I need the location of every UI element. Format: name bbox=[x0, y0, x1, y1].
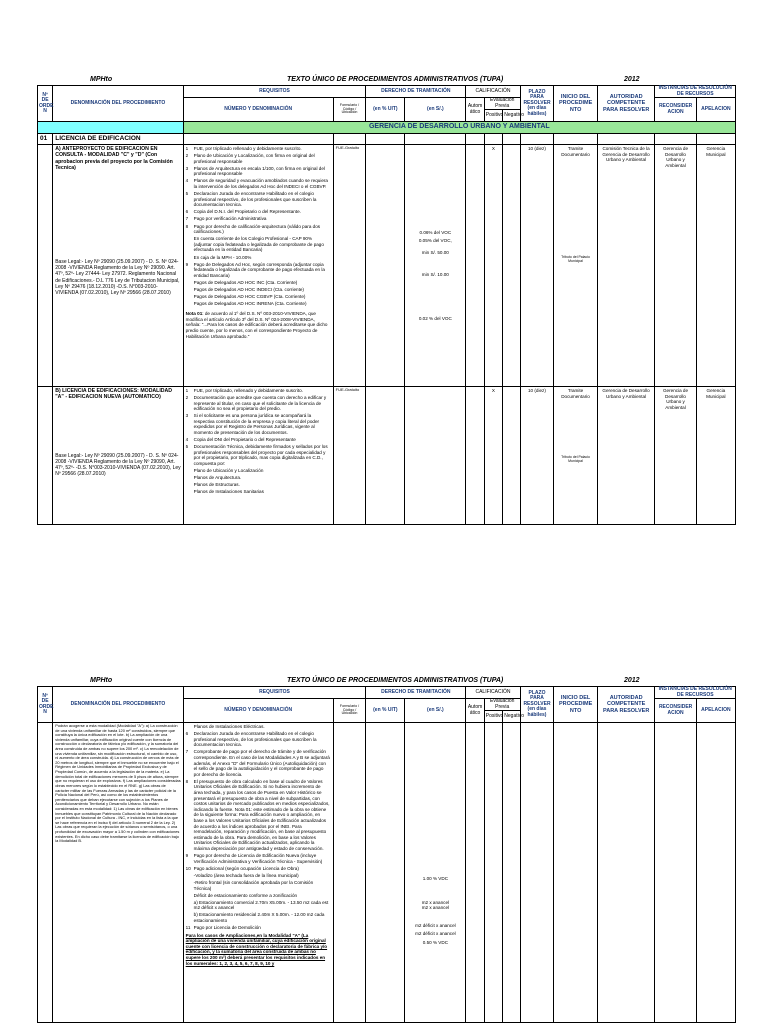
header-negativo: Negativo bbox=[503, 711, 520, 723]
requirement-number: 5 bbox=[185, 191, 189, 197]
requirement-text: -Voladizo (área techada fuera de la línea municipal) bbox=[193, 872, 299, 878]
requirement-item bbox=[186, 468, 331, 474]
header-plazo: PLAZO PARA RESOLVER (en días hábiles) bbox=[520, 687, 554, 723]
requirement-text: Si el solicitante es una persona jurídica se acompañará la respectiva constitución de la empresa y copia literal del poder expedidos por el Registro de Personas Jurídicas, vigente al momento de presentación de los documentos. bbox=[193, 413, 320, 436]
requirement-text: Pago por derecho de calificación-arquitectura (válido para dos calificaciones.) bbox=[193, 223, 321, 235]
requirement-text: Plano de Ubicación y Localización, con firma en original del profesional responsable bbox=[193, 153, 315, 164]
requirement-text: Pagos de Delegados AD HOC INDECI (Cta. corriente) bbox=[193, 286, 304, 292]
requirement-number bbox=[186, 489, 194, 495]
section-title: LICENCIA DE EDIFICACION bbox=[53, 134, 183, 145]
requirement-text: Declaracion Jurada de encontrarse Habilitado en el colegio profesional respectivo, de los profesionales que suscriben la documentacion tecnica. bbox=[193, 731, 317, 748]
requirement-text: Pago adicional (según ocupación Licencia de Obra) bbox=[193, 865, 299, 871]
requirement-item bbox=[186, 191, 331, 208]
requirement-number: 1 bbox=[185, 145, 189, 151]
requirement-number: 2 bbox=[185, 153, 189, 159]
requirement-item bbox=[186, 395, 331, 412]
modalidad-a-description: Podrán acogerse a esta modalidad (Modalidad "A"): a) La construcción de una vivienda unifamiliar de hasta 120 m² construidos, siempre que constituya la única edificación en el lote. b) La ampliación de una vivienda unifamiliar, cuya edificación original cuente con licencia de construcción o declaratoria de fábrica y/o edificación, y la sumatoria del área construida de ambas no supere los 200 m². c) La remodelación de una vivienda unifamiliar, sin modificación estructural, ni cambio de uso, ni aumento de área construida. d) La construcción de cercos de más de 20 metros de longitud, siempre que el inmueble no se encuentre bajo el Régimen de Unidades Inmobiliarias de Propiedad Exclusiva y de Propiedad Común, de acuerdo a la legislación de la materia. e) La demolición total de edificaciones menores de 5 pisos de altura, siempre que no requieran el uso de explosivos. f) Las ampliaciones consideradas obras menores según lo establecido en el RNE. g) Las obras de carácter militar de las Fuerzas Armadas y las de carácter policial de la Policía Nacional del Perú, así como de los establecimientos penitenciarios que deban ejecutarse con sujeción a los Planes de Acondicionamiento Territorial y Desarrollo Urbano. No están consideradas en esta modalidad: 1) Las obras de edificación en bienes inmuebles que constituyan Patrimonio Cultural de la Nación declarado por el Instituto Nacional de Cultura - INC, e incluidas en la lista a la que se hace referencia en el inciso f) del artículo 3 numeral 2 de la Ley. 2) Las obras que requieran la ejecución de sótanos o semisótanos, o una profundidad de excavación mayor a 1.50 m y colinden con edificaciones existentes. En dicho caso debe tramitarse la licencia de edificación bajo la Modalidad B. bbox=[53, 723, 183, 1023]
requirement-number bbox=[186, 482, 194, 488]
procedure-a-requirements bbox=[183, 144, 333, 386]
procedures-table-2 bbox=[37, 722, 736, 1023]
procedure-a-calif: X bbox=[484, 144, 502, 386]
page2-soles-1b: m2 x anancel bbox=[421, 905, 450, 911]
requirement-text: Pago de Delegados Ad Hoc, según corresponda (adjuntar copia fedateada o legalizada de comprobante de pago efectuada en la entidad Bancaria) bbox=[193, 261, 325, 278]
procedure-a-apelacion: Gerencia Municipal bbox=[696, 144, 735, 386]
procedure-b-form: FUE-Gratuito bbox=[333, 386, 366, 524]
requirement-item bbox=[186, 153, 331, 164]
requirement-number: 9 bbox=[185, 853, 189, 859]
requirement-number: 11 bbox=[185, 925, 191, 931]
requirement-number bbox=[186, 287, 194, 293]
note-text: : de acuerdo al 1º del D.S. Nº 003-2010-VIVIENDA, que modifica el artículo Artículo 3º del D.S. Nº 024-2008-VIVIENDA, señala: "...Para los casos de edificación deberá acreditarse que dicho predio cuente, por lo menos, con el correspondiente Proyecto de Habilitación Urbana aprobado." bbox=[185, 311, 328, 339]
procedure-b-base-legal: Base Legal:- Ley Nº 29090 (25.09.2007) - D. S. Nº 024-2008 -VIVIENDA Reglamento de la Ley Nº 29090, Art. 47º, 52º- -D.S. N°003-2010-VIVIENDA (07.02.2010), Ley Nº 29566 (28.07.2010) bbox=[55, 452, 181, 477]
procedure-row-a bbox=[38, 144, 736, 386]
header-evaluacion: Evaluación Previa bbox=[484, 98, 520, 110]
requirement-text: b) Estacionamiento residencial 2.40m X 5.00m. - 12.00 m2 cada estacionamiento bbox=[193, 912, 325, 923]
procedure-b-requirements-continued bbox=[183, 723, 333, 1023]
procedure-b-inicio-note: Tributo del Palacio Municipal bbox=[561, 455, 590, 464]
procedure-a-soles-2: min S/. 10.00 bbox=[421, 271, 449, 277]
requirement-text: Planos de Arquitectura. bbox=[193, 475, 242, 481]
gerencia-row: GERENCIA DE DESARROLLO URBANO Y AMBIENTAL bbox=[183, 122, 735, 134]
requirement-text: Planos de Arquitectura en escala 1/100, con firma en original del profesional responsable bbox=[193, 165, 325, 177]
requirement-item bbox=[186, 262, 331, 279]
requirement-number: 4 bbox=[185, 437, 189, 443]
requirement-number bbox=[186, 873, 194, 879]
header-formulario: Formulario / Código / Ubicación bbox=[333, 699, 366, 723]
requirement-number bbox=[186, 294, 194, 300]
requirement-item bbox=[186, 873, 331, 879]
procedure-a-uit-1: 0.06% del VOC bbox=[419, 229, 452, 235]
requirement-item bbox=[186, 280, 331, 286]
requirement-item bbox=[186, 209, 331, 215]
requirement-text: Pago por verificación Administrativa bbox=[193, 216, 267, 222]
header-calificacion: CALIFICACIÓN bbox=[466, 86, 520, 98]
header-automatico: Autom ático bbox=[466, 699, 484, 723]
header-instancias: INSTANCIAS DE RESOLUCIÓN DE RECURSOS bbox=[655, 86, 736, 98]
requirement-number: 6 bbox=[185, 731, 189, 737]
column-header-table bbox=[37, 686, 736, 723]
header-autoridad: AUTORIDAD COMPETENTE PARA RESOLVER bbox=[597, 86, 655, 122]
requirement-number: 5 bbox=[185, 444, 189, 450]
requirement-text: Documentación Técnica, debidamente firmados y sellados por los profesionales responsables del proyecto por cada especialidad y por el propietario, por triplicado, mas copia digitalizada en C.D., compuesta por: bbox=[193, 444, 328, 467]
requirement-item bbox=[186, 287, 331, 293]
requirement-number bbox=[186, 900, 194, 911]
requirement-number: 1 bbox=[185, 387, 189, 393]
header-calificacion: CALIFICACIÓN bbox=[466, 687, 520, 699]
header-apelacion: APELACION bbox=[696, 98, 735, 122]
procedure-b-autoridad: Gerencia de Desarrollo Urbano y Ambiental bbox=[597, 386, 655, 524]
procedure-row-b-continued bbox=[38, 723, 736, 1023]
requirement-text: Documentación que acredite que cuenta con derecho a edificar y represente al titular, en caso que el solicitante de la licencia de edificación no sea el propietario del predio. bbox=[193, 395, 327, 412]
requirement-text: El presupuesto de obra calculado en base al cuadro de Valores Unitarios Oficiales de Edificación. Si no hubiera incremento de área techada, y para los casos de Puesta en Valor Histórico se presentará el presupuesto de obra a nivel de subpartidas, con costos unitarios de mercado publicados en medios especializados, indicando la fuente. Nota 01: este estimado de la obra se obtiene de la siguiente forma: Para edificación nuevo o ampliación, en base a los Valores Unitarios Oficiales de Edificación actualizados de acuerdo a los índices aprobados por el INEI. Para remodelación, reparación y modificación, en base al presupuesto estimado de la obra. Para demolición, en base a los Valores Unitarios Oficiales de Edificación actualizados, aplicando la máxima depreciación por antigüedad y estado de conservación. bbox=[193, 778, 330, 851]
procedure-a-uit-2: 0.05% del VOC, bbox=[418, 237, 452, 243]
requirement-number: 7 bbox=[185, 749, 189, 755]
requirement-number bbox=[186, 880, 194, 891]
requirement-text: Planos de seguridad y evacuación amoblados cuando se requiera la intervención de los delegados Ad Hoc del INDECI o el CGBVP. bbox=[193, 178, 328, 189]
requirement-number bbox=[186, 724, 194, 730]
requirement-text: Plano de Ubicación y Localización bbox=[193, 468, 264, 474]
requirement-text: FUE, por triplicado, rellenado y debidamente suscrito. bbox=[193, 387, 303, 393]
requirement-text: Planos de Estructuras. bbox=[193, 482, 240, 488]
document-title: TEXTO ÚNICO DE PROCEDIMIENTOS ADMINISTRATIVOS (TUPA) bbox=[287, 76, 504, 83]
procedure-a-autoridad: Comisión Tecnica de la Gerencia de Desarrollo Urbano y Ambiental bbox=[597, 144, 655, 386]
header-reconsideracion: RECONSIDER ACION bbox=[655, 699, 696, 723]
section-number: 01 bbox=[38, 134, 53, 145]
requirement-text: En cuenta corriente de los Colegio Profesional - CAP 90% (adjuntar copia fedateada o legalizada de comprobante de pago efectuada en la entidad Bancaria) bbox=[193, 236, 324, 253]
header-pct-uit: (en % UIT) bbox=[366, 98, 405, 122]
page2-soles-1a: m2 x anancel bbox=[421, 899, 450, 905]
procedure-a-reconsideracion: Gerencia de Desarrollo Urbano y Ambiental bbox=[655, 144, 696, 386]
requirement-number: 7 bbox=[185, 216, 189, 222]
header-automatico: Autom ático bbox=[466, 98, 484, 122]
requirement-text: a) Estacionamiento comercial 2.70m X5.00m. - 13.50 m2 cada est m2 déficit x anancel bbox=[193, 899, 329, 911]
header-requisitos: REQUISITOS bbox=[183, 86, 366, 98]
requirement-number: 6 bbox=[185, 209, 189, 215]
org-name: MPHto bbox=[90, 677, 113, 684]
requirement-number bbox=[186, 255, 194, 261]
procedure-b-calif: X bbox=[484, 386, 502, 524]
requirement-item bbox=[186, 224, 331, 235]
header-requisitos: REQUISITOS bbox=[183, 687, 366, 699]
requirement-item bbox=[186, 166, 331, 177]
procedure-a-uit-3: 0.02 % del VOC bbox=[418, 316, 452, 322]
procedure-b-inicio: Tramite Documentario bbox=[561, 387, 590, 399]
requirement-text: Pagos de Delegados AD HOC INC (Cta. Corriente) bbox=[193, 279, 298, 285]
document-year: 2012 bbox=[624, 76, 640, 83]
requirement-text: Pago por derecho de Licencia de Edificación Nueva (incluye Verificación Administrativa y Verificación Técnica - Supervisión) bbox=[193, 853, 323, 864]
requirement-item bbox=[186, 301, 331, 307]
procedure-b-plazo: 10 (diez) bbox=[520, 386, 554, 524]
procedure-a-denomination bbox=[53, 144, 183, 386]
procedure-a-form: FUE-Gratuito bbox=[333, 144, 366, 386]
header-numero-denominacion: NÚMERO Y DENOMINACIÓN bbox=[183, 699, 333, 723]
requirement-text: Copia del D.N.I. del Propietario o del Representante. bbox=[193, 209, 301, 215]
requirement-text: Planos de Instalaciones Eléctricas. bbox=[193, 724, 265, 729]
requirement-item bbox=[186, 216, 331, 222]
requirement-item bbox=[186, 880, 331, 891]
requirement-number: 3 bbox=[185, 413, 189, 419]
requirement-text: Déficit de estacionamiento conforme a zonificación bbox=[193, 892, 298, 898]
requirement-number bbox=[186, 893, 194, 899]
requirement-item bbox=[186, 724, 331, 730]
requirement-item bbox=[186, 294, 331, 300]
header-reconsideracion: RECONSIDER ACION bbox=[655, 98, 696, 122]
procedure-a-soles-1: min S/. 50.00 bbox=[421, 250, 449, 256]
requirement-text: FUE, por triplicado rellenado y debidamente suscrito. bbox=[193, 145, 302, 151]
requirement-text: Comprobante de pago por el derecho de trámite y de verificación correspondiente. En el caso de las Modalidades A y B se adjuntará además, el Anexo "D" del Formulario Único (Autoliquidación) con el sello de pago de la autoliquidación y el comprobante de pago por derecho de licencia. bbox=[193, 749, 330, 777]
header-positivo: Positivo bbox=[484, 711, 502, 723]
procedure-a-title: A) ANTEPROYECTO DE EDIFICACION EN CONSULTA - MODALIDAD "C" y "D" (Con aprobacion previa del proyecto por la Comisión Tecnica) bbox=[55, 145, 173, 171]
requirement-text: Pago por Licencia de Demolición bbox=[193, 925, 261, 931]
requirement-text: En caja de la MPH - 10.00% bbox=[193, 254, 252, 260]
requirement-number bbox=[186, 468, 194, 474]
requirement-item bbox=[186, 146, 331, 152]
requirement-item bbox=[186, 444, 331, 466]
header-formulario: Formulario / Código / Ubicación bbox=[333, 98, 366, 122]
requirement-item bbox=[186, 482, 331, 488]
requirement-item bbox=[186, 893, 331, 899]
requirement-item bbox=[186, 413, 331, 435]
ampliaciones-paragraph: Para los casos de Ampliaciones,en la Modalidad "A" (La ampliación de una vivienda unifamiliar, cuya edificación original cuente con licencia de construcción o declaratoria de fábrica y/o edificación, y la sumatoria del área construida de ambas no supere los 200 m²) deberá presentar los requisitos indicados en los numerales: 1, 2, 3, 4, 5, 6, 7, 8, 9, 10 y bbox=[185, 932, 328, 966]
requirement-text: Declaracion Jurada de encontrarse Habilitado en el colegio profesional respectivo, de los profesionales que suscriben la documentacion tecnica. bbox=[193, 191, 317, 208]
header-order-number: Nº DE ORDE N bbox=[38, 86, 53, 122]
header-pct-uit: (en % UIT) bbox=[366, 699, 405, 723]
procedure-b-reconsideracion: Gerencia de Desarrollo Urbano y Ambiental bbox=[655, 386, 696, 524]
header-plazo: PLAZO PARA RESOLVER (en días hábiles) bbox=[520, 86, 554, 122]
procedure-b-title: B) LICENCIA DE EDIFICACIONES: MODALIDAD "A" - EDIFICACION NUEVA (AUTOMATICO) bbox=[55, 387, 173, 401]
requirement-number: 2 bbox=[185, 395, 189, 401]
header-autoridad: AUTORIDAD COMPETENTE PARA RESOLVER bbox=[597, 687, 655, 723]
requirement-item bbox=[186, 255, 331, 261]
requirement-item bbox=[186, 779, 331, 852]
header-numero-denominacion: NÚMERO Y DENOMINACIÓN bbox=[183, 98, 333, 122]
header-derecho: DERECHO DE TRAMITACIÓN bbox=[366, 687, 466, 699]
header-evaluacion: Evaluación Previa bbox=[484, 699, 520, 711]
requirement-item bbox=[186, 178, 331, 189]
requirement-number: 8 bbox=[185, 223, 189, 229]
requirement-number bbox=[186, 301, 194, 307]
page2-soles-2b: m2 déficit x anancel bbox=[415, 931, 456, 937]
requirement-item bbox=[186, 489, 331, 495]
header-instancias: INSTANCIAS DE RESOLUCIÓN DE RECURSOS bbox=[655, 687, 736, 699]
header-positivo: Positivo bbox=[484, 110, 502, 122]
document-year: 2012 bbox=[624, 677, 640, 684]
requirement-number bbox=[186, 236, 194, 253]
header-inicio: INICIO DEL PROCEDIME NTO bbox=[554, 687, 597, 723]
requirement-item bbox=[186, 731, 331, 748]
procedures-table-1 bbox=[37, 121, 736, 525]
requirement-item bbox=[186, 925, 331, 931]
requirement-item bbox=[186, 853, 331, 864]
requirement-text: Copia del DNI del Propietario o del Representante bbox=[193, 437, 296, 443]
header-negativo: Negativo bbox=[503, 110, 520, 122]
requirement-item bbox=[186, 475, 331, 481]
header-denomination: DENOMINACIÓN DEL PROCEDIMIENTO bbox=[53, 687, 183, 723]
requirement-number: 4 bbox=[185, 178, 189, 184]
document-title: TEXTO ÚNICO DE PROCEDIMIENTOS ADMINISTRATIVOS (TUPA) bbox=[287, 677, 504, 684]
requirement-item bbox=[186, 866, 331, 872]
note-label: Nota 01 bbox=[185, 311, 203, 317]
header-inicio: INICIO DEL PROCEDIME NTO bbox=[554, 86, 597, 122]
requirement-text: Pagos de Delegados AD HOC INRENA (Cta. Corriente) bbox=[193, 301, 307, 307]
page2-uit-2: 0.50 % VDC bbox=[422, 939, 449, 945]
procedure-a-plazo: 10 (diez) bbox=[520, 144, 554, 386]
requirement-text: Planos de Instalaciones Sanitarias bbox=[193, 489, 264, 495]
procedure-a-inicio-note: Tributo del Palacio Municipal bbox=[561, 255, 590, 264]
procedure-b-apelacion: Gerencia Municipal bbox=[696, 386, 735, 524]
requirement-item bbox=[186, 912, 331, 923]
requirement-number bbox=[186, 912, 194, 923]
header-soles: (en S/.) bbox=[405, 699, 466, 723]
procedure-a-inicio: Tramite Documentario bbox=[561, 145, 590, 157]
header-derecho: DERECHO DE TRAMITACIÓN bbox=[366, 86, 466, 98]
requirement-item bbox=[186, 749, 331, 777]
requirement-text: Pagos de Delegados AD HOC CGBVP (Cta. Corriente) bbox=[193, 294, 306, 300]
requirement-number: 8 bbox=[185, 778, 189, 784]
header-apelacion: APELACION bbox=[696, 699, 735, 723]
requirement-number bbox=[186, 475, 194, 481]
requirement-number bbox=[186, 280, 194, 286]
procedure-row-b bbox=[38, 386, 736, 524]
requirement-number: 9 bbox=[185, 261, 189, 267]
org-name: MPHto bbox=[90, 76, 113, 83]
requirement-number: 3 bbox=[185, 165, 189, 171]
procedure-a-note bbox=[186, 311, 331, 339]
requirement-text: -Retiro frontal (sin consolidación aprobada por la Comisión Técnica) bbox=[193, 879, 314, 891]
procedure-a-base-legal: Base Legal:- Ley Nº 29090 (25.09.2007) - D. S. Nº 024-2008 -VIVIENDA Reglamento de la Ley Nº 29090. Art. 47º, 52º- Ley 27444- Ley 27972. Reglamento Nacional de Edificaciones.- D.L 776 Ley de Tributacion Municipal, Ley Nº 29476 (18.12.2010) -D.S. N°003-2010-VIVIENDA (07.02.2010), Ley Nº 29566 (28.07.2010) bbox=[55, 259, 180, 296]
header-order-number: Nº DE ORDE N bbox=[38, 687, 53, 723]
page2-uit-1: 1.00 % VDC bbox=[422, 876, 449, 881]
procedure-b-requirements bbox=[183, 386, 333, 524]
column-header-table bbox=[37, 85, 736, 122]
requirement-item bbox=[186, 437, 331, 443]
requirement-number: 10 bbox=[185, 865, 191, 871]
requirement-item bbox=[186, 388, 331, 394]
header-denomination: DENOMINACIÓN DEL PROCEDIMIENTO bbox=[53, 86, 183, 122]
page2-soles-2a: m2 déficit x anancel bbox=[415, 922, 456, 928]
requirement-item bbox=[186, 236, 331, 253]
header-soles: (en S/.) bbox=[405, 98, 466, 122]
requirement-item bbox=[186, 900, 331, 911]
